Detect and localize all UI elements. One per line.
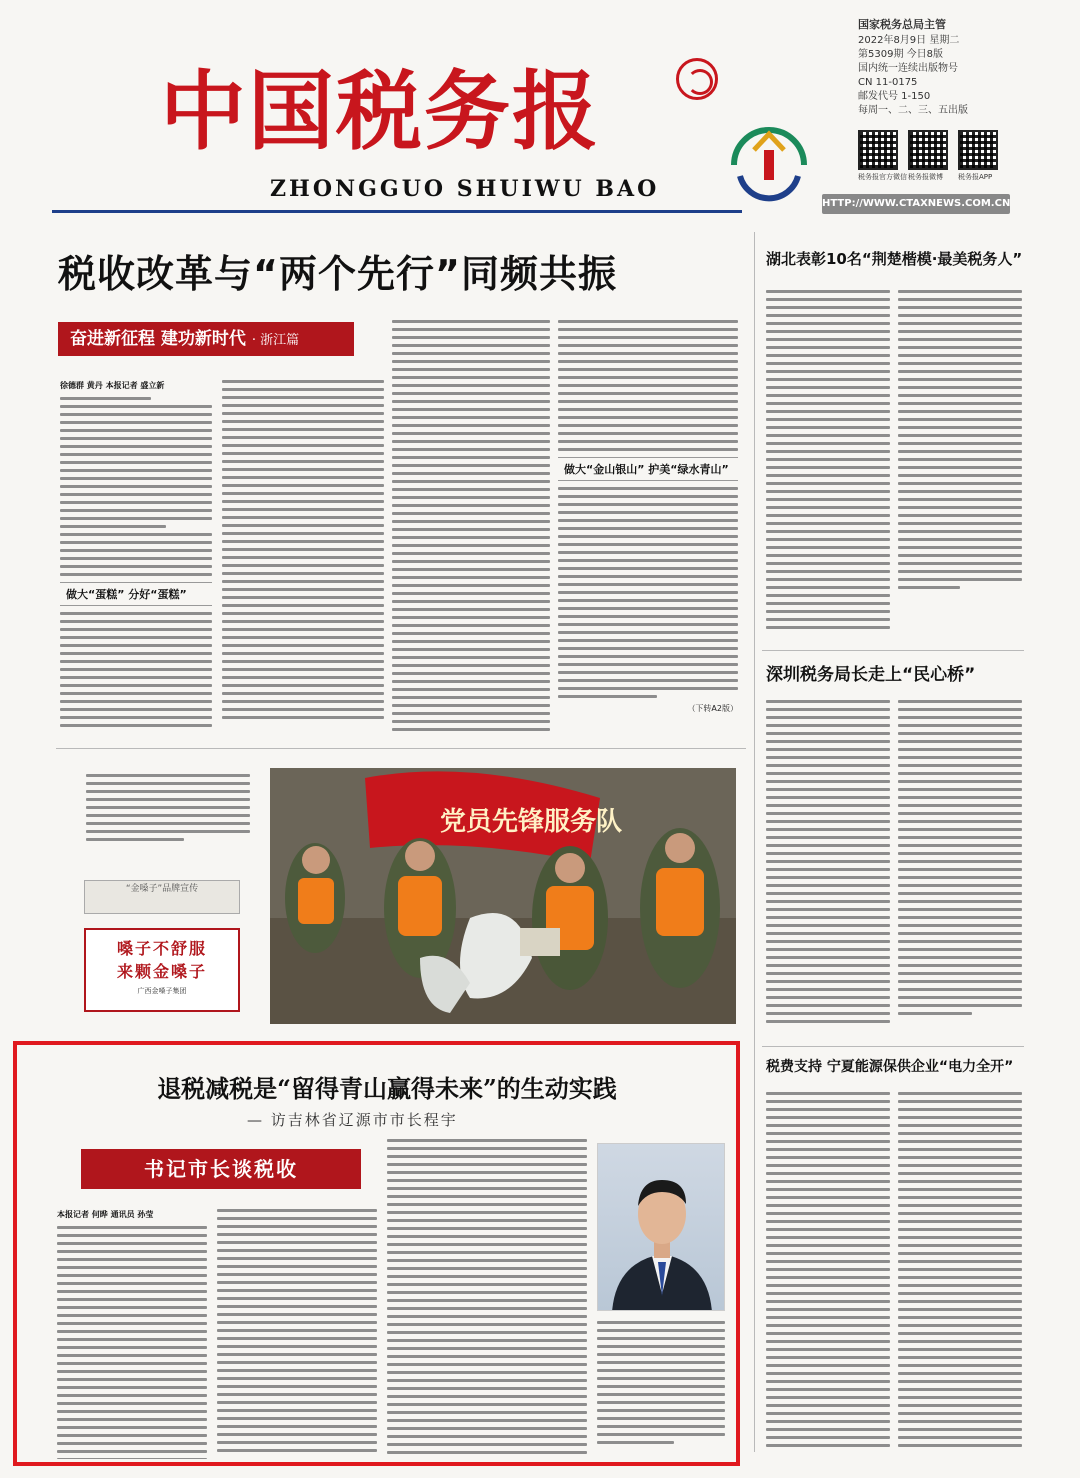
news-photo (270, 768, 736, 1024)
ad-line: 来颗金嗓子 (116, 962, 207, 981)
feature-column-2 (217, 1209, 377, 1459)
portrait-figure (598, 1144, 725, 1311)
ad-banner-small[interactable]: “金嗓子”品牌宣传 (84, 880, 240, 914)
body-text (558, 320, 738, 451)
body-text (222, 380, 384, 719)
masthead-rule (52, 210, 742, 213)
feature-column-1 (57, 1209, 207, 1459)
feature-column-tag: 书记市长谈税收 (81, 1149, 361, 1189)
masthead-title: 中国税务报 (160, 61, 600, 162)
right-headline-1: 湖北表彰10名“荆楚楷模·最美税务人” (766, 250, 1023, 268)
issue-line: 每周一、二、三、五出版 (858, 105, 968, 116)
ad-jinsangzi[interactable] (84, 928, 240, 1012)
sponsor-text: 国家税务总局主管 (858, 18, 946, 31)
lead-headline: 税收改革与“两个先行”同频共振 (58, 252, 617, 296)
seal-icon (676, 58, 718, 100)
qr-weibo[interactable] (908, 130, 952, 182)
banner-text: 党员先锋服务队 (440, 807, 623, 837)
qr-code-icon (908, 130, 948, 170)
divider (762, 1046, 1024, 1047)
issue-line: 2022年8月9日 星期二 (858, 35, 960, 46)
right-story-1-col-b (898, 290, 1022, 635)
masthead (50, 18, 1010, 213)
portrait-photo (597, 1143, 725, 1311)
issue-line: 第5309期 今日8版 (858, 49, 943, 60)
lead-column-2 (222, 380, 384, 735)
lead-column-1 (60, 380, 212, 735)
lead-subhead: 做大“蛋糕” 分好“蛋糕” (60, 582, 212, 606)
feature-column-3 (387, 1139, 587, 1459)
right-story-2-col-b (898, 700, 1022, 1035)
right-story-3-col-b (898, 1092, 1022, 1452)
qr-code-group (858, 130, 1018, 182)
body-text (60, 397, 212, 576)
series-tag (58, 322, 354, 356)
photo-caption (86, 774, 250, 846)
qr-code-icon (958, 130, 998, 170)
column-divider (754, 232, 755, 1452)
divider (762, 650, 1024, 651)
right-story-3-col-a (766, 1092, 890, 1452)
body-text (392, 320, 550, 731)
body-text (558, 487, 738, 698)
qr-caption: 税务报官方微信 (858, 173, 907, 181)
tax-emblem-icon (724, 120, 814, 210)
right-story-1-col-a (766, 290, 890, 635)
lead-column-3 (392, 320, 550, 735)
divider (56, 748, 746, 749)
right-headline-3: 税费支持 宁夏能源保供企业“电力全开” (766, 1059, 1014, 1075)
right-headline-2: 深圳税务局长走上“民心桥” (766, 665, 976, 685)
lead-byline: 徐德群 黄丹 本报记者 盛立新 (60, 381, 165, 390)
qr-app[interactable] (958, 130, 1002, 182)
body-text (60, 612, 212, 727)
qr-caption: 税务报微博 (908, 173, 943, 181)
series-label: 奋进新征程 建功新时代 (70, 329, 246, 349)
feature-subtitle: — 访吉林省辽源市市长程宇 (247, 1111, 458, 1129)
lead-column-4 (558, 320, 738, 735)
issue-line: 邮发代号 1-150 (858, 91, 931, 102)
issue-info (858, 18, 1008, 118)
feature-title: 退税减税是“留得青山赢得未来”的生动实践 (157, 1074, 617, 1103)
ad-line: 广西金嗓子集团 (137, 987, 187, 995)
right-story-2-col-a (766, 700, 890, 1035)
qr-wechat[interactable] (858, 130, 907, 182)
website-link[interactable]: HTTP://WWW.CTAXNEWS.COM.CN (822, 194, 1010, 214)
issue-line: CN 11-0175 (858, 77, 918, 88)
issue-line: 国内统一连续出版物号 (858, 63, 958, 74)
flood-rescue-illustration (270, 768, 736, 1024)
lead-subhead: 做大“金山银山” 护美“绿水青山” (558, 457, 738, 481)
qr-caption: 税务报APP (958, 173, 993, 181)
ad-line: 嗓子不舒服 (116, 939, 207, 958)
feature-column-4 (597, 1321, 725, 1459)
qr-code-icon (858, 130, 898, 170)
highlighted-feature (13, 1041, 740, 1466)
series-sub: · 浙江篇 (251, 333, 300, 348)
jump-line: （下转A2版） (687, 704, 738, 713)
feature-byline: 本报记者 何晔 通讯员 孙莹 (57, 1210, 154, 1219)
masthead-title-pinyin: ZHONGGUO SHUIWU BAO (270, 176, 660, 202)
